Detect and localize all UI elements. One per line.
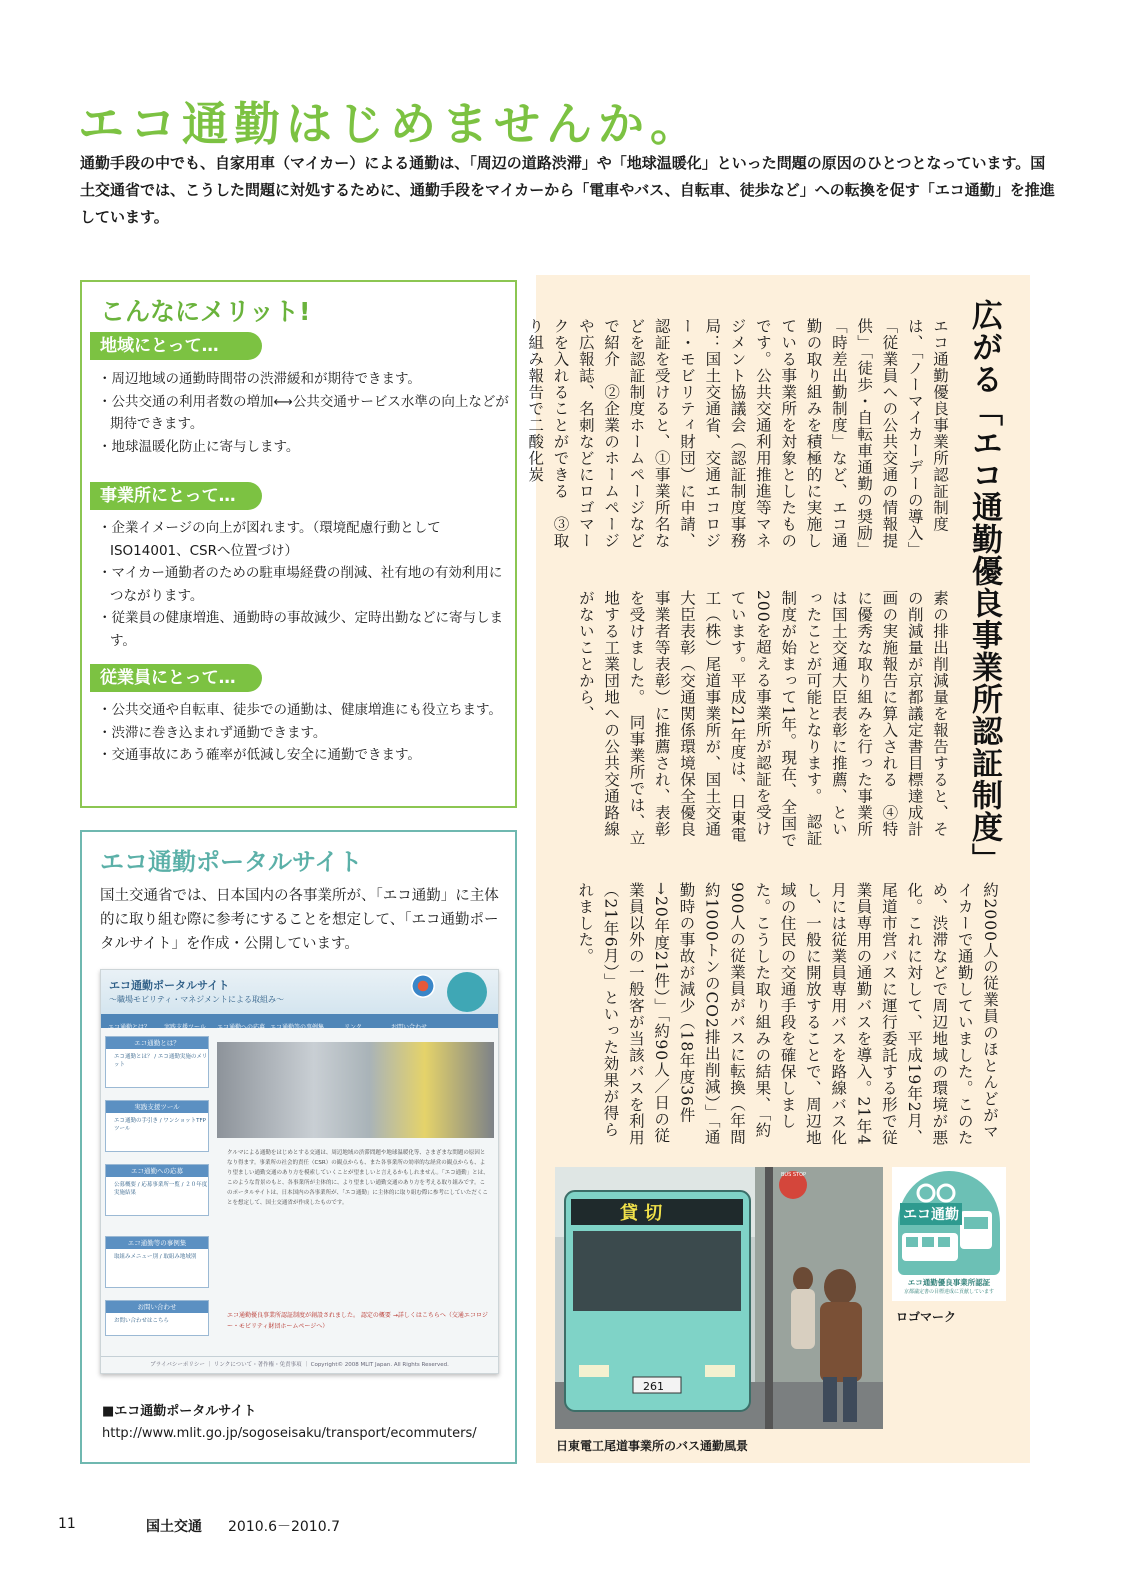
list-item: ・ 周辺地域の通勤時間帯の渋滞緩和が期待できます。 <box>98 368 510 391</box>
screenshot-side-box <box>105 1036 209 1088</box>
screenshot-subtitle: ～職場モビリティ・マネジメントによる取組み～ <box>109 995 284 1004</box>
issue-date: 2010.6－2010.7 <box>228 1519 340 1535</box>
portal-screenshot <box>100 969 499 1374</box>
portal-heading: エコ通勤ポータルサイト <box>100 848 363 876</box>
list-item: ・ 渋滞に巻き込まれず通勤できます。 <box>98 722 510 745</box>
feature-column-1: エコ通勤優良事業所認証制度は、「ノーマイカーデーの導入」「従業員への公共交通の情報提供」「徒歩・自転車通勤の奨励」「時差出勤制度」など、エコ通勤の取り組みを積極的に実施している事業所を対象としたものです。公共交通利用推進等マネジメント協議会（認証制度事務局：国土交通省、交通エコロジー・モビリティ財団）に申請、認証を受けると、①事業所名などを認証制度ホームページなどで紹介 ②企業のホームページや広報誌、名刺などにロゴマークを入れることができる ③取り組み報告で二酸化炭 <box>526 318 949 558</box>
page-title: エコ通勤はじめませんか。 <box>78 97 702 151</box>
merit-heading: こんなにメリット! <box>100 297 311 326</box>
list-item: ・ 地球温暖化防止に寄与します。 <box>98 436 510 459</box>
feature-column-3: 約2000人の従業員のほとんどがマイカーで通勤していました。このため、渋滞などで周辺地域の環境が悪化。これに対して、平成19年2月、尾道市営バスに運行委託する形で従業員専用の通勤バスを導入。21年4月には従業員専用バスを路線バス化し、一般に開放することで、周辺地域の住民の交通手段を確保しました。こうした取り組みの結果、「約900人の従業員がバスに転換（年間約1000トンのCO2排出削減）」「通勤時の事故が減少（18年度36件→20年度21件）」「約90人／日の従業員以外の一般客が当該バスを利用（21年6月）」といった効果が得られました。 <box>576 882 999 1146</box>
logo-caption: ロゴマーク <box>896 1310 957 1324</box>
list-item: ・ 公共交通の利用者数の増加⟷公共交通サービス水準の向上などが期待できます。 <box>98 391 510 436</box>
screenshot-header <box>101 970 498 1014</box>
nav-item: エコ通勤とは？ <box>107 1024 150 1031</box>
list-item: ・ 企業イメージの向上が図れます。（環境配慮行動としてISO14001、CSRへ位置づけ） <box>98 517 510 562</box>
list-item: ・ 従業員の健康増進、通勤時の事故減少、定時出勤などに寄与します。 <box>98 607 510 652</box>
mlit-logo-icon <box>411 974 435 998</box>
intro-paragraph: 通勤手段の中でも、自家用車（マイカー）による通勤は、「周辺の道路渋滞」や「地球温暖化」といった問題の原因のひとつとなっています。国土交通省では、こうした問題に対処するために、通勤手段をマイカーから「電車やバス、自転車、徒歩など」への転換を促す「エコ通勤」を推進しています。 <box>80 154 1055 226</box>
bus-photo-caption: 日東電工尾道事業所のバス通勤風景 <box>556 1439 749 1453</box>
screenshot-title: エコ通勤ポータルサイト <box>109 979 230 992</box>
page-number: 11 <box>58 1516 76 1532</box>
bus-destination-sign: 貸 切 <box>620 1203 663 1224</box>
nav-item: 実践支援ツール <box>164 1024 206 1031</box>
nav-item: リンク <box>344 1024 362 1031</box>
feature-title: 広がる「エコ通勤優良事業所認証制度」 <box>966 299 1002 875</box>
side-box-heading: お問い合わせ <box>106 1301 208 1313</box>
screenshot-side-box <box>105 1100 209 1152</box>
office-merit-list <box>98 517 510 652</box>
side-box-links: お問い合わせはこちら <box>114 1318 170 1324</box>
logo-wordmark: エコ通勤 <box>900 1203 962 1225</box>
bus-stop-label: BUS STOP <box>781 1172 807 1178</box>
screenshot-photo <box>217 1042 494 1138</box>
list-item: ・ 交通事故にあう確率が低減し安全に通勤できます。 <box>98 744 510 767</box>
side-box-links: 取組みメニュー別 / 取組み地域別 <box>114 1254 197 1260</box>
portal-caption: ■エコ通勤ポータルサイト <box>102 1404 257 1419</box>
bus-photo <box>555 1167 883 1429</box>
list-item: ・ マイカー通勤者のための駐車場経費の削減、社有地の有効利用につながります。 <box>98 562 510 607</box>
logo-label: エコ通勤優良事業所認証 <box>907 1278 991 1287</box>
publication-name: 国土交通 <box>146 1519 202 1535</box>
employee-merit-list <box>98 699 510 767</box>
nav-item: エコ通勤等の事例集 <box>269 1024 324 1031</box>
portal-description: 国土交通省では、日本国内の各事業所が、「エコ通勤」に主体的に取り組む際に参考にすることを想定して、「エコ通勤ポータルサイト」を作成・公開しています。 <box>100 888 499 952</box>
screenshot-body-text: クルマによる通勤をはじめとする交通は、周辺地域の渋滞問題や地球温暖化等、さまざまな問題の原因となり得ます。事業所の社会的責任（CSR）の観点からも、また各事業所の効率的な経営の観点からも、より望ましい通勤交通のあり方を模索していくことが望ましいと言えるかもしれません。「エコ通勤」とは、このような背景のもと、各事業所が主体的に、より望ましい通勤交通のあり方を考える取り組みです。このポータルサイトは、日本国内の各事業所が、「エコ通勤」に主体的に取り組む際に参考にしていただくことを想定して、国土交通省が作成したものです。 <box>227 1150 489 1206</box>
logo-subtext: 京都議定書の目標達成に貢献しています <box>903 1289 994 1295</box>
eco-commute-logo <box>892 1167 1006 1301</box>
portal-box <box>80 830 517 1464</box>
feature-column-2: 素の排出削減量を報告すると、その削減量が京都議定書目標達成計画の実施報告に算入される ④特に優秀な取り組みを行った事業所は国土交通大臣表彰に推薦、といったことが可能となります。 認証制度が始まって1年。現在、全国で200を超える事業所が認証を受けています。平成21年度は、日東電工（株）尾道事業所が、国土交通大臣表彰（交通関係環境保全優良事業者等表彰）に推薦され、表彰を受けました。 同事業所では、立地する工業団地への公共交通路線がないことから、 <box>576 590 949 849</box>
side-box-heading: エコ通勤等の事例集 <box>106 1237 208 1249</box>
side-box-heading: エコ通勤への応募 <box>106 1165 208 1177</box>
region-merit-list <box>98 368 510 458</box>
portal-url[interactable]: http://www.mlit.go.jp/sogoseisaku/transport/ecommuters/ <box>102 1426 477 1441</box>
nav-item: お問い合わせ <box>390 1024 427 1031</box>
side-box-heading: エコ通勤とは？ <box>106 1037 208 1049</box>
list-item: ・ 公共交通や自転車、徒歩での通勤は、健康増進にも役立ちます。 <box>98 699 510 722</box>
side-box-links: エコ通勤の手引き / ワンショットTFPツール <box>114 1118 206 1132</box>
merit-box <box>80 280 517 808</box>
screenshot-side-box <box>105 1300 209 1336</box>
bus-scene-illustration <box>555 1167 883 1429</box>
section-label-office: 事業所にとって… <box>90 482 262 510</box>
screenshot-notice: エコ通勤優良事業所認証制度が創設されました。 認定の概要 →詳しくはこちらへ（交通エコロジー・モビリティ財団ホームページへ） <box>227 1312 488 1330</box>
side-box-links: エコ通勤とは？ / エコ通勤実施のメリット <box>114 1054 208 1068</box>
section-label-employee: 従業員にとって… <box>90 664 262 692</box>
screenshot-nav <box>101 1014 498 1031</box>
screenshot-side-box <box>105 1236 209 1288</box>
screenshot-side-box <box>105 1164 209 1216</box>
screenshot-footer: プライバシーポリシー ｜ リンクについて・著作権・免責事項 ｜ Copyright© 2008 MLIT Japan. All Rights Reserved. <box>101 1356 498 1373</box>
side-box-heading: 実践支援ツール <box>106 1101 208 1113</box>
section-label-region: 地域にとって… <box>90 332 262 360</box>
nav-item: エコ通勤への応募 <box>216 1024 265 1031</box>
eco-commute-badge-icon <box>447 972 487 1012</box>
side-box-links: 公募概要 / 応募事業所一覧 / ２０年度実施結果 <box>114 1182 208 1196</box>
bus-license-plate: 261 <box>643 1380 664 1393</box>
